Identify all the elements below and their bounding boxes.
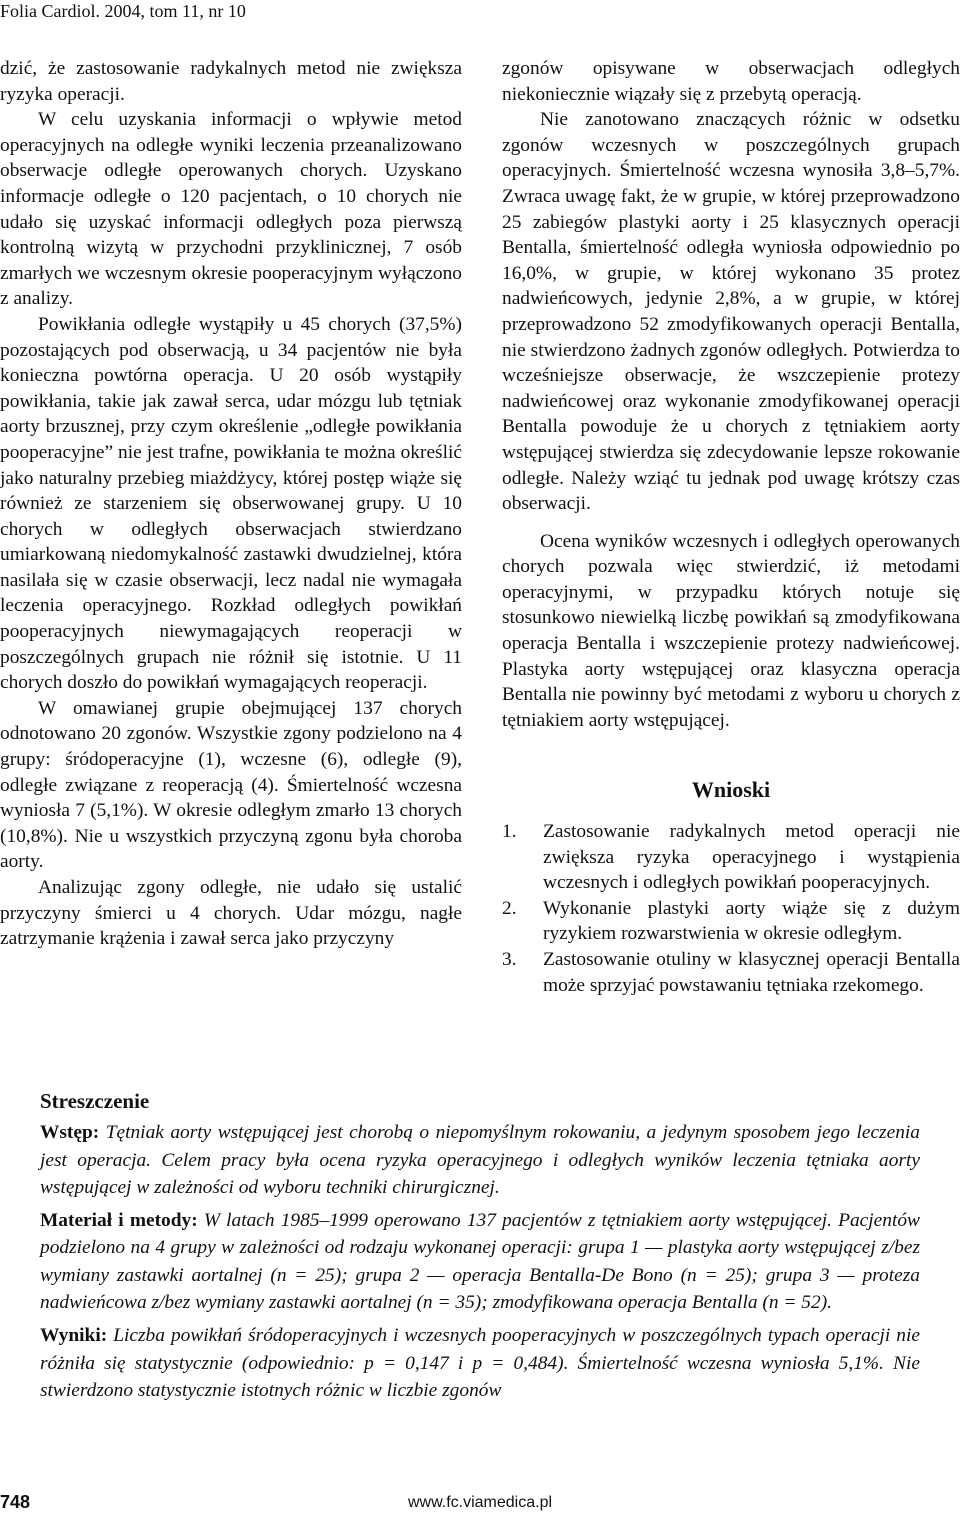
body-paragraph: Nie zanotowano znaczących różnic w odsetku zgonów wczesnych w poszczególnych grupach operacyjnych. Śmiertelność wczesna wynosiła 3,8–5,7%. Zwraca uwagę fakt, że w grupie, w której przeprowadzono 25 zabiegów plastyki aorty i 25 klasycznych operacji Bentalla, śmiertelność odległa wyniosła odpowiednio po 16,0%, w grupie, w której wykonano 35 protez nadwieńcowych, jedynie 2,8%, a w grupie, w której przeprowadzono 52 zmodyfikowanych operacji Bentalla, nie stwierdzono żadnych zgonów odległych. Potwierdza to wcześniejsze obserwacje, że wszczepienie protezy nadwieńcowej oraz wykonanie zmodyfikowanej operacji Bentalla powoduje że u chorych z tętniakiem aorty wstępującej stwierdza się zdecydowanie lepsze rokowanie odległe. Należy wziąć tu jednak pod uwagę krótszy czas obserwacji. — [502, 109, 960, 515]
journal-header: Folia Cardiol. 2004, tom 11, nr 10 — [0, 1, 246, 21]
section-text: Tętniak aorty wstępującej jest chorobą o niepomyślnym rokowaniu, a jedynym sposobem jego leczenia jest operacja. Celem pracy była ocena ryzyka operacyjnego i odległych wyników leczenia tętniaka aorty wstępującej w zależności od wyboru techniki chirurgicznej. — [40, 1122, 920, 1198]
body-paragraph: dzić, że zastosowanie radykalnych metod nie zwiększa ryzyka operacji. — [0, 58, 462, 105]
section-label: Materiał i metody: — [40, 1210, 198, 1232]
section-text: W latach 1985–1999 operowano 137 pacjentów z tętniakiem aorty wstępującej. Pacjentów podzielono na 4 grupy w zależności od rodzaju wykonanej operacji: grupa 1 — plastyka aorty wstępującej z/bez wymiany zastawki aortalnej (n = 25); grupa 2 — operacja Bentalla-De Bono (n = 25); grupa 3 — proteza nadwieńcowa z/bez wymiany zastawki aortalnej (n = 35); zmodyfikowana operacja Bentalla (n = 52). — [40, 1210, 920, 1314]
list-text: Wykonanie plastyki aorty wiąże się z dużym ryzykiem rozwarstwienia w okresie odległym. — [543, 897, 960, 945]
abstract-section — [40, 1322, 920, 1404]
list-item — [502, 896, 960, 947]
body-paragraph: Analizując zgony odległe, nie udało się ustalić przyczyny śmierci u 4 chorych. Udar mózgu, nagłe zatrzymanie krążenia i zawał serca jako przyczyny — [0, 877, 462, 950]
body-paragraph: W celu uzyskania informacji o wpływie metod operacyjnych na odległe wyniki leczenia przeanalizowano obserwacje odległe operowanych chorych. Uzyskano informacje odległe o 120 pacjentach, o 10 chorych nie udało się uzyskać informacji odległych poza pierwszą kontrolną wizytą w przychodni przyklinicznej, 7 osób zmarłych we wczesnym okresie pooperacyjnym wyłączono z analizy. — [0, 109, 462, 310]
conclusions-heading: Wnioski — [691, 777, 771, 803]
section-label: Wyniki: — [40, 1325, 108, 1347]
body-paragraph: W omawianej grupie obejmującej 137 chorych odnotowano 20 zgonów. Wszystkie zgony podzielono na 4 grupy: śródoperacyjne (1), wczesne (6), odległe (9), odległe związane z reoperacją (4). Śmiertelność wczesna wyniosła 7 (5,1%). W okresie odległym zmarło 13 chorych (10,8%). Nie u wszystkich przyczyną zgonu była choroba aorty. — [0, 697, 462, 873]
list-item — [502, 819, 960, 896]
section-label: Wstęp: — [40, 1122, 100, 1144]
list-number: 3. — [502, 949, 517, 970]
abstract-section — [40, 1207, 920, 1316]
list-text: Zastosowanie otuliny w klasycznej operacji Bentalla może sprzyjać powstawaniu tętniaka rzekomego. — [543, 949, 960, 996]
abstract-heading: Streszczenie — [40, 1089, 150, 1113]
footer-url: www.fc.viamedica.pl — [407, 1494, 553, 1511]
page-number: 748 — [0, 1492, 31, 1512]
list-number: 1. — [502, 821, 517, 843]
list-number: 2. — [502, 897, 517, 919]
abstract-box — [40, 1088, 920, 1410]
section-text: Liczba powikłań śródoperacyjnych i wczesnych pooperacyjnych w poszczególnych typach operacji nie różniła się statystycznie (odpowiednio: p = 0,147 i p = 0,484). Śmiertelność wczesna wyniosła 5,1%. Nie stwierdzono statystycznie istotnych różnic w liczbie zgonów — [40, 1325, 920, 1401]
abstract-section — [40, 1119, 920, 1201]
list-text: Zastosowanie radykalnych metod operacji nie zwiększa ryzyka operacyjnego i wystąpienia wczesnych i odległych powikłań pooperacyjnych. — [543, 821, 960, 894]
right-column — [502, 56, 960, 998]
left-column — [0, 56, 462, 952]
conclusions-list — [502, 819, 960, 998]
body-paragraph: zgonów opisywane w obserwacjach odległych niekoniecznie wiązały się z przebytą operacją. — [502, 58, 960, 105]
body-paragraph: Powikłania odległe wystąpiły u 45 chorych (37,5%) pozostających pod obserwacją, u 34 pacjentów nie była konieczna powtórna operacja. U 20 osób wystąpiły powikłania, takie jak zawał serca, udar mózgu lub tętniak aorty brzusznej, przy czym określenie „odległe powikłania pooperacyjne” nie jest trafne, powikłania te można określić jako naturalny przebieg miażdżycy, której postęp wiąże się również ze starzeniem się obserwowanej grupy. U 10 chorych w odległych obserwacjach stwierdzano umiarkowaną niedomykalność zastawki dwudzielnej, która nasilała się w czasie obserwacji, lecz nadal nie wymagała leczenia operacyjnego. Rozkład odległych powikłań pooperacyjnych niewymagających reoperacji w poszczególnych grupach nie różnił się istotnie. U 11 chorych doszło do powikłań wymagających reoperacji. — [0, 313, 462, 694]
body-paragraph: Ocena wyników wczesnych i odległych operowanych chorych pozwala więc stwierdzić, iż metodami operacyjnymi, w przypadku których notuje się stosunkowo niewielką liczbę powikłań są zmodyfikowana operacja Bentalla i wszczepienie protezy nadwieńcowej. Plastyka aorty wstępującej oraz klasyczna operacja Bentalla nie powinny być metodami z wyboru u chorych z tętniakiem aorty wstępującej. — [502, 530, 960, 731]
list-item — [502, 947, 960, 998]
